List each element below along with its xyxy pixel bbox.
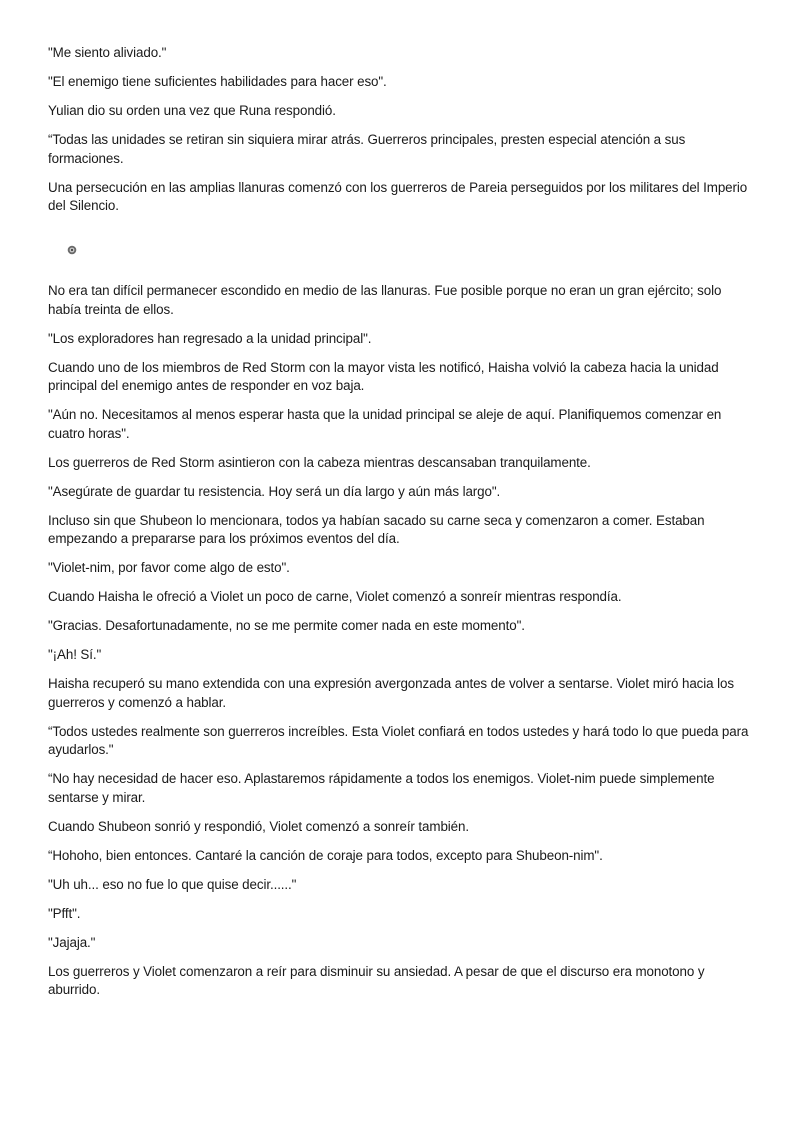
paragraph: Los guerreros y Violet comenzaron a reír para disminuir su ansiedad. A pesar de que el discurso era monotono y aburrido. xyxy=(48,963,705,997)
paragraph: Cuando Shubeon sonrió y respondió, Violet comenzó a sonreír también. xyxy=(48,818,469,834)
text-block-bottom xyxy=(48,282,754,1000)
paragraph: "Pfft". xyxy=(48,905,81,921)
paragraph: "Aún no. Necesitamos al menos esperar hasta que la unidad principal se aleje de aquí. Planifiquemos comenzar en cuatro horas". xyxy=(48,407,722,441)
text-block-top xyxy=(48,44,754,216)
paragraph: "Gracias. Desafortunadamente, no se me permite comer nada en este momento". xyxy=(48,618,525,633)
paragraph: "Me siento aliviado." xyxy=(48,45,167,60)
paragraph: Cuando Haisha le ofreció a Violet un poco de carne, Violet comenzó a sonreír mientras respondía. xyxy=(48,589,622,604)
scene-break-ornament-icon xyxy=(66,244,78,256)
paragraph: Cuando uno de los miembros de Red Storm con la mayor vista les notificó, Haisha volvió la cabeza hacia la unidad principal del enemigo antes de responder en voz baja. xyxy=(48,359,719,393)
paragraph: Yulian dio su orden una vez que Runa respondió. xyxy=(48,103,336,118)
paragraph: "Asegúrate de guardar tu resistencia. Hoy será un día largo y aún más largo". xyxy=(48,483,501,499)
paragraph: “Todos ustedes realmente son guerreros increíbles. Esta Violet confiará en todos ustedes y hará todo lo que pueda para ayudarlos." xyxy=(48,723,749,757)
paragraph: "El enemigo tiene suficientes habilidades para hacer eso". xyxy=(48,74,387,89)
paragraph: "Los exploradores han regresado a la unidad principal". xyxy=(48,330,372,346)
paragraph: No era tan difícil permanecer escondido en medio de las llanuras. Fue posible porque no eran un gran ejército; solo había treinta de ellos. xyxy=(48,283,722,317)
paragraph: "Violet-nim, por favor come algo de esto". xyxy=(48,560,290,575)
paragraph: "¡Ah! Sí." xyxy=(48,647,102,662)
paragraph: Haisha recuperó su mano extendida con una expresión avergonzada antes de volver a sentarse. Violet miró hacia los guerreros y comenzó a hablar. xyxy=(48,676,734,710)
document-page xyxy=(48,44,754,1010)
paragraph: “No hay necesidad de hacer eso. Aplastaremos rápidamente a todos los enemigos. Violet-nim puede simplemente sentarse y mirar. xyxy=(48,771,715,805)
paragraph: “Hohoho, bien entonces. Cantaré la canción de coraje para todos, excepto para Shubeon-nim". xyxy=(48,847,603,863)
paragraph: “Todas las unidades se retiran sin siquiera mirar atrás. Guerreros principales, presten especial atención a sus formaciones. xyxy=(48,132,686,166)
paragraph: "Jajaja." xyxy=(48,934,96,950)
paragraph: Los guerreros de Red Storm asintieron con la cabeza mientras descansaban tranquilamente. xyxy=(48,454,591,470)
paragraph: Incluso sin que Shubeon lo mencionara, todos ya habían sacado su carne seca y comenzaron a comer. Estaban empezando a prepararse para los próximos eventos del día. xyxy=(48,512,705,546)
paragraph: Una persecución en las amplias llanuras comenzó con los guerreros de Pareia perseguidos por los militares del Imperio del Silencio. xyxy=(48,179,748,213)
paragraph: "Uh uh... eso no fue lo que quise decir......" xyxy=(48,876,297,892)
scene-break xyxy=(48,226,754,278)
